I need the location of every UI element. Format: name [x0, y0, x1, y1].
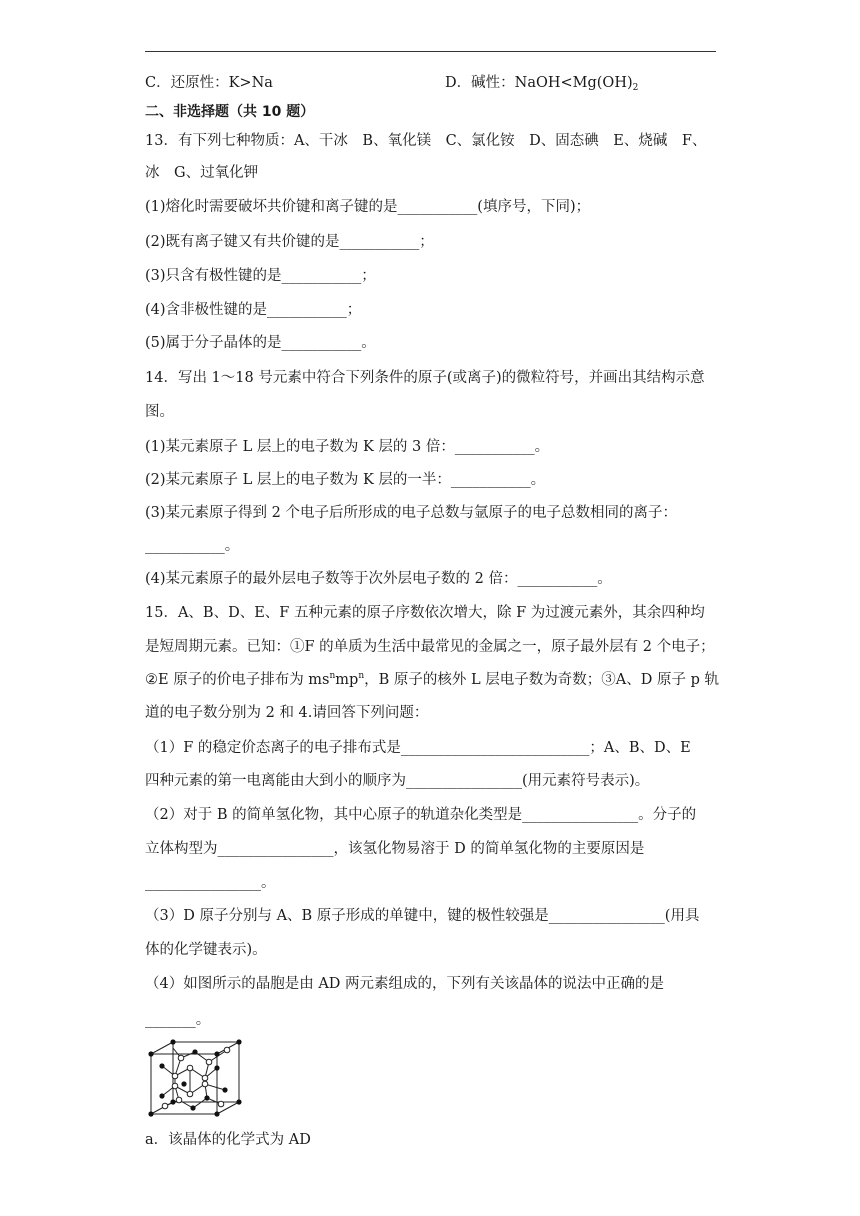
q13-stem-line2: 冰 G、过氧化钾	[145, 165, 259, 181]
q15-part3-line2: 体的化学键表示)。	[145, 942, 267, 958]
q13-part4: (4)含非极性键的是___________；	[145, 302, 362, 318]
q15-part2-line3: ________________。	[145, 875, 276, 891]
q14-part3-line1: (3)某元素原子得到 2 个电子后所形成的电子总数与氩原子的电子总数相同的离子：	[145, 505, 677, 521]
crystal-cell-figure	[145, 1038, 245, 1120]
q14-part2: (2)某元素原子 L 层上的电子数为 K 层的一半：___________。	[145, 472, 546, 488]
q13-part5: (5)属于分子晶体的是___________。	[145, 335, 376, 351]
q15-part1-line1: （1）F 的稳定价态离子的电子排布式是__________________________；A、B、D、E	[145, 740, 691, 756]
q15-stem-line3: ②E 原子的价电子排布为 $ms^nmp^n$，B 原子的核外 L 层电子数为奇数；③A、D 原子 p 轨	[145, 671, 719, 688]
q15-part4-line1: （4）如图所示的晶胞是由 AD 两元素组成的，下列有关该晶体的说法中正确的是	[145, 976, 665, 992]
q14-part1: (1)某元素原子 L 层上的电子数为 K 层的 3 倍：___________。	[145, 439, 550, 455]
q15-stem-line2: 是短周期元素。已知：①F 的单质为生活中最常见的金属之一，原子最外层有 2 个电子；	[145, 639, 715, 655]
q15-part4-line2: _______。	[145, 1012, 211, 1028]
section-title: 二、非选择题（共 10 题）	[145, 104, 315, 120]
q13-part3: (3)只含有极性键的是___________；	[145, 268, 376, 284]
q14-stem-line2: 图。	[145, 404, 174, 420]
q15-stem-line4: 道的电子数分别为 2 和 4.请回答下列问题：	[145, 705, 429, 721]
q13-stem-line1: 13．有下列七种物质：A、干冰 B、氧化镁 C、氯化铵 D、固态碘 E、烧碱 F、	[145, 133, 707, 149]
q15-part2-line1: （2）对于 B 的简单氢化物，其中心原子的轨道杂化类型是________________。分子的	[145, 807, 697, 823]
q15-part2-line2: 立体构型为________________，该氢化物易溶于 D 的简单氢化物的主要原因是	[145, 841, 645, 857]
option-d: D．碱性：$NaOH<Mg(OH)_2$	[445, 75, 639, 93]
q14-part3-line2: ___________。	[145, 538, 240, 554]
q15-option-a: a．该晶体的化学式为 AD	[145, 1132, 311, 1148]
q13-part1: (1)熔化时需要破坏共价键和离子键的是___________(填序号，下同)；	[145, 199, 591, 215]
q14-part4: (4)某元素原子的最外层电子数等于次外层电子数的 2 倍：___________。	[145, 571, 612, 587]
q14-stem-line1: 14．写出 1～18 号元素中符合下列条件的原子(或离子)的微粒符号，并画出其结构示意	[145, 370, 705, 386]
top-divider	[145, 51, 716, 52]
q15-part1-line2: 四种元素的第一电离能由大到小的顺序为________________(用元素符号表示)。	[145, 773, 650, 789]
option-c: C．还原性：K>Na	[145, 75, 273, 91]
q15-part3-line1: （3）D 原子分别与 A、B 原子形成的单键中，键的极性较强是________________(用具	[145, 908, 700, 924]
q13-part2: (2)既有离子键又有共价键的是___________；	[145, 234, 434, 250]
q15-stem-line1: 15．A、B、D、E、F 五种元素的原子序数依次增大，除 F 为过渡元素外，其余四种均	[145, 605, 705, 621]
